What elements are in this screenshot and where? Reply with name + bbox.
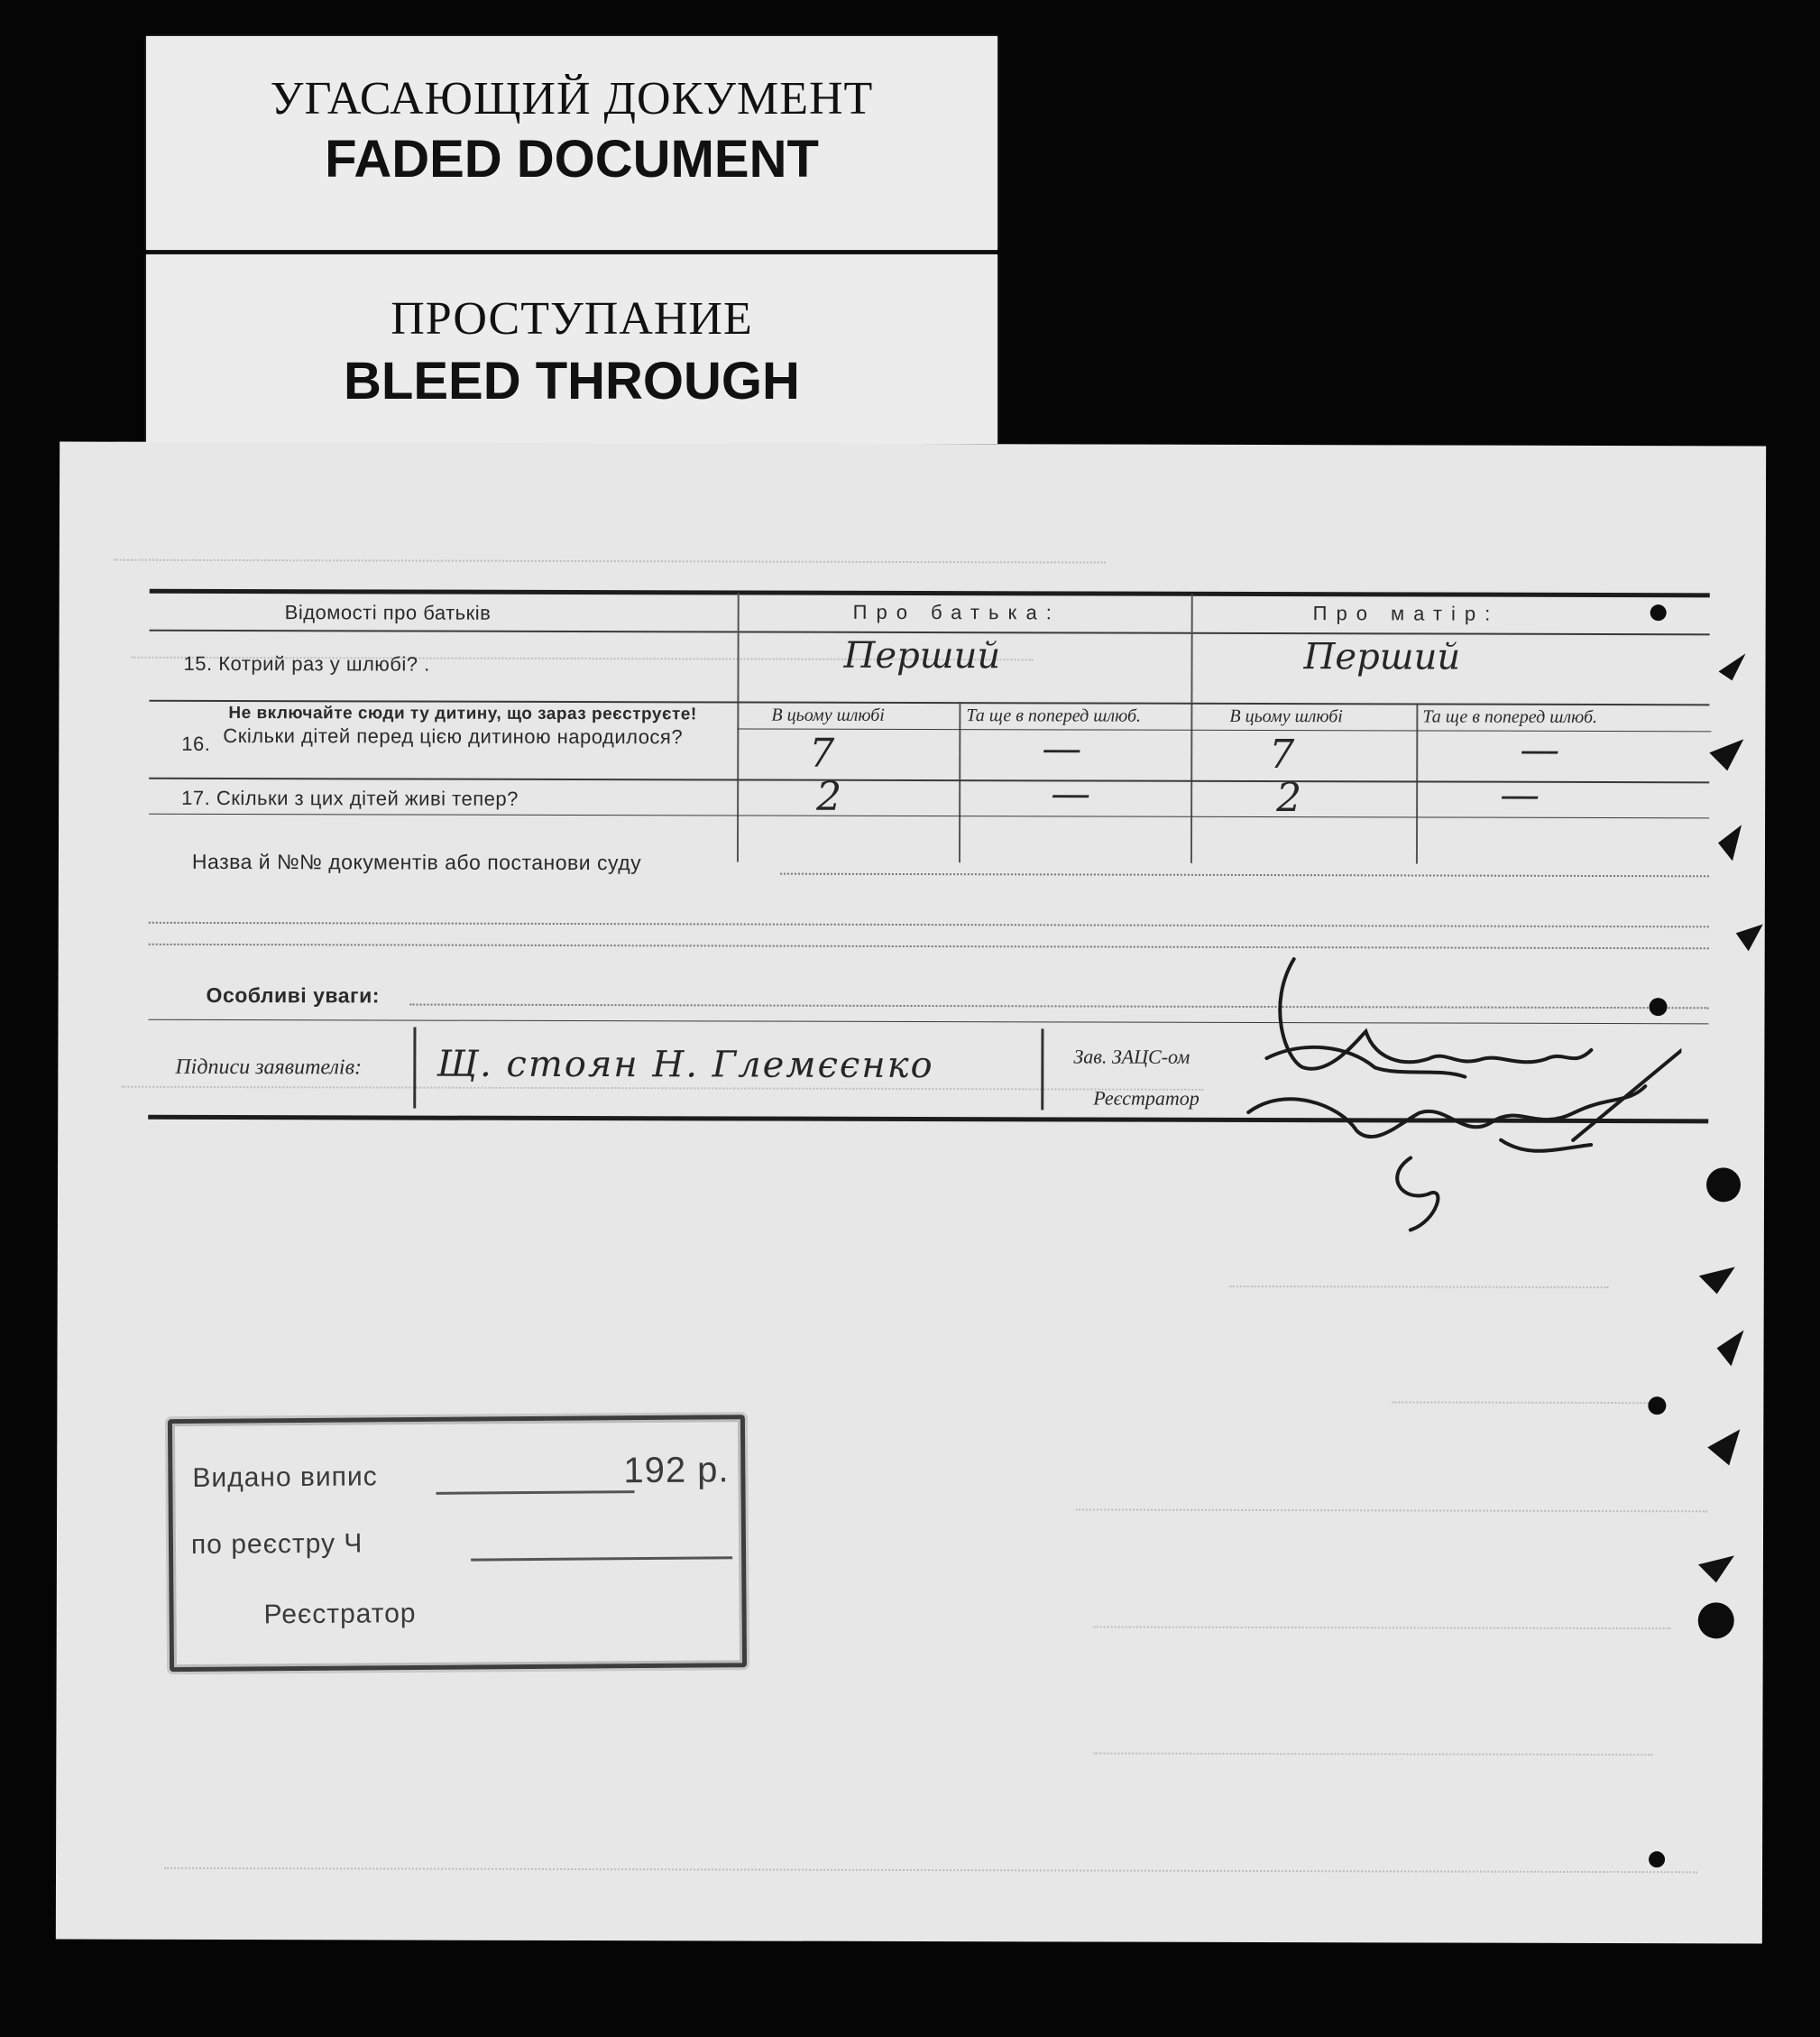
column-divider bbox=[737, 593, 740, 862]
applicants-signatures: Щ. стоян Н. Глемєєнко bbox=[437, 1043, 934, 1087]
sub-this-marriage-mother: В цьому шлюбі bbox=[1229, 705, 1343, 727]
bleed-through-ghost bbox=[1094, 1627, 1671, 1630]
punch-hole bbox=[1648, 1396, 1666, 1415]
stamp-fill-line bbox=[471, 1556, 732, 1561]
row15-mother-value: Перший bbox=[1303, 636, 1461, 678]
punch-hole bbox=[1650, 604, 1667, 621]
stamp-issued-label: Видано випис bbox=[192, 1461, 378, 1493]
bleed-through-ghost bbox=[1093, 1753, 1652, 1756]
documents-label: Назва й №№ документів або постанови суду bbox=[191, 849, 642, 875]
bleed-through-ghost bbox=[114, 559, 1106, 564]
row16-number: 16. bbox=[181, 732, 211, 755]
row17-father-prev: — bbox=[1051, 770, 1091, 817]
faded-document-notice bbox=[146, 36, 997, 250]
column-divider bbox=[1416, 705, 1418, 863]
sub-header-rule bbox=[737, 728, 1711, 732]
stamp-registrar-label: Реєстратор bbox=[263, 1599, 417, 1630]
row17-label: 17. Скільки з цих дітей живі тепер? bbox=[181, 786, 519, 810]
sub-prev-marriage-father: Та ще в попеpед шлюб. bbox=[966, 705, 1142, 726]
bleed-notice-russian: ПРОСТУПАНИЕ bbox=[391, 293, 753, 345]
documents-fill-line bbox=[149, 922, 1709, 928]
applicants-signatures-label: Підписи заявителів: bbox=[175, 1055, 363, 1080]
bleed-through-notice bbox=[146, 254, 997, 444]
signature-bracket bbox=[413, 1028, 416, 1109]
torn-edge-marks bbox=[1680, 653, 1766, 1645]
official-signatures bbox=[1230, 932, 1682, 1258]
punch-hole bbox=[1650, 998, 1668, 1016]
stamp-register-label: по реєстру Ч bbox=[190, 1528, 363, 1561]
documents-fill-line bbox=[780, 873, 1709, 878]
faded-notice-english: FADED DOCUMENT bbox=[325, 130, 819, 189]
stamp-fill-line bbox=[437, 1490, 635, 1495]
bleed-through-ghost bbox=[1230, 1286, 1609, 1288]
document-page bbox=[56, 442, 1766, 1944]
stamp-year: 192 р. bbox=[623, 1450, 730, 1491]
bleed-through-ghost bbox=[164, 1867, 1697, 1873]
header-parents-info: Відомості про батьків bbox=[284, 601, 492, 624]
row17-father-this: 2 bbox=[816, 773, 842, 820]
punch-hole bbox=[1649, 1851, 1665, 1867]
row15-label: 15. Котрий раз у шлюбі? . bbox=[183, 651, 430, 676]
header-mother: Про матір: bbox=[1312, 602, 1500, 625]
sub-prev-marriage-mother: Та ще в попеpед шлюб. bbox=[1422, 706, 1598, 727]
sub-this-marriage-father: В цьому шлюбі bbox=[771, 705, 885, 725]
row16-father-this: 7 bbox=[809, 730, 835, 777]
issued-extract-stamp bbox=[168, 1415, 747, 1672]
special-notes-label: Особливі уваги: bbox=[206, 982, 380, 1008]
zags-head-label: Зав. ЗАЦС-ом bbox=[1073, 1045, 1190, 1068]
row16-father-prev: — bbox=[1042, 725, 1082, 772]
column-divider bbox=[959, 704, 961, 862]
bleed-through-ghost bbox=[1076, 1508, 1707, 1512]
row15-father-value: Перший bbox=[843, 634, 1001, 677]
row16-mother-this: 7 bbox=[1269, 732, 1295, 779]
row17-mother-prev: — bbox=[1500, 771, 1540, 818]
table-rule bbox=[149, 814, 1709, 819]
row16-label: Скільки дітей перед цією дитиною народилося? bbox=[223, 724, 684, 749]
faded-notice-russian: УГАСАЮЩИЙ ДОКУМЕНТ bbox=[270, 73, 874, 124]
registrar-label: Реєстратор bbox=[1093, 1086, 1200, 1110]
row16-mother-prev: — bbox=[1520, 726, 1560, 773]
table-rule bbox=[149, 778, 1709, 784]
signature-bracket bbox=[1041, 1028, 1043, 1110]
row17-mother-this: 2 bbox=[1276, 775, 1302, 822]
header-father: Про батька: bbox=[852, 600, 1061, 624]
bleed-notice-english: BLEED THROUGH bbox=[344, 352, 800, 410]
table-top-rule bbox=[150, 589, 1710, 598]
bleed-through-ghost bbox=[1392, 1401, 1662, 1404]
row16-note: Не включайте сюди ту дитину, що зараз реєструєте! bbox=[228, 704, 697, 724]
